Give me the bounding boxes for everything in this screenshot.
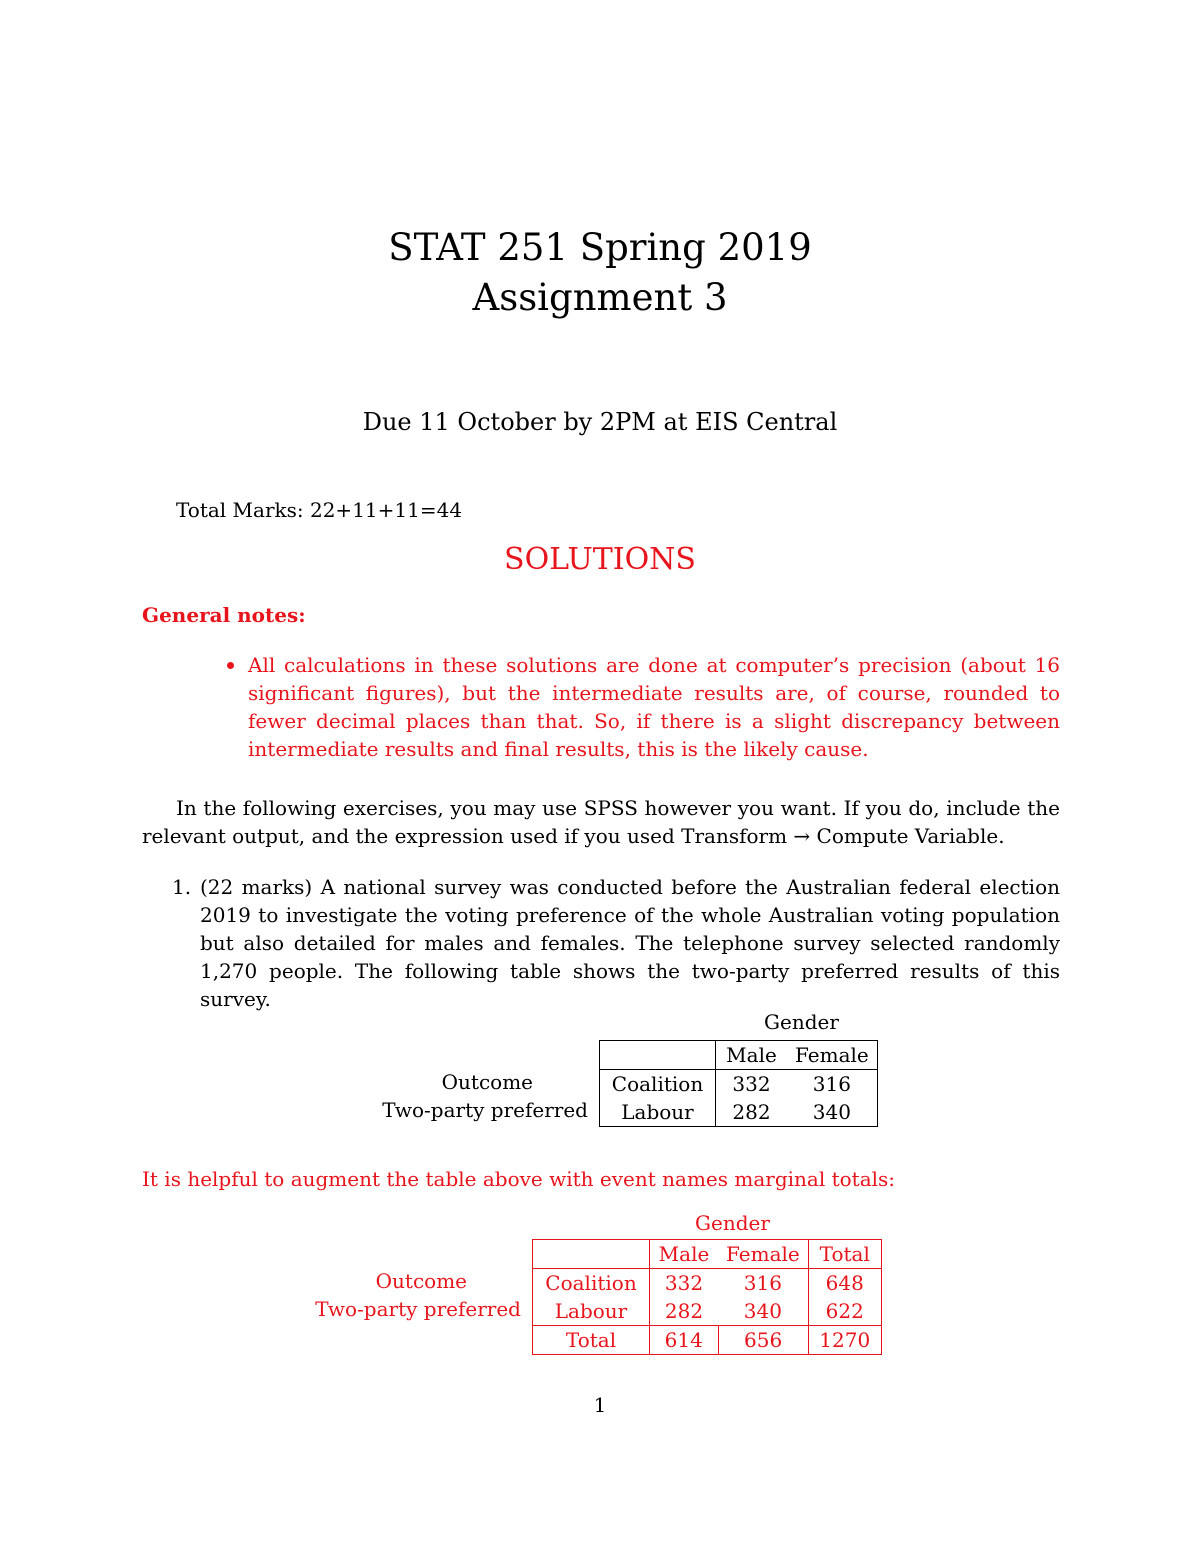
table2-row-label-outcome: Outcome xyxy=(375,1269,467,1293)
table2-cell: 648 xyxy=(808,1269,881,1298)
table2-row-label-two-party: Two-party preferred xyxy=(315,1297,521,1321)
table2-cell: 340 xyxy=(718,1297,808,1326)
augment-text: It is helpful to augment the table above with event names marginal totals: xyxy=(142,1167,896,1191)
due-date: Due 11 October by 2PM at EIS Central xyxy=(362,408,838,436)
table1-corner-cell xyxy=(600,1041,716,1070)
table2-column-group: Gender xyxy=(695,1211,770,1235)
question-number: 1. xyxy=(172,875,192,899)
table2-cell: 1270 xyxy=(808,1326,881,1355)
bullet-icon xyxy=(227,662,234,669)
table2-header-total: Total xyxy=(808,1240,881,1269)
table2-row-label: Coalition xyxy=(533,1269,650,1298)
table2-cell: 332 xyxy=(650,1269,719,1298)
table1-row-label-outcome: Outcome xyxy=(441,1070,533,1094)
intro-paragraph: In the following exercises, you may use SPSS however you want. If you do, include the relevant output, and the expression used if you used Transform → Compute Variable. xyxy=(142,796,1060,848)
table1 xyxy=(599,1040,878,1127)
question-text: (22 marks) A national survey was conducted before the Australian federal election 2019 to investigate the voting preference of the whole Australian voting population but also detailed for males and females. The telephone survey selected randomly 1,270 people. The following table shows the two-party preferred results of this survey. xyxy=(200,875,1060,1011)
table1-header-female: Female xyxy=(787,1041,877,1070)
table1-row-label: Coalition xyxy=(600,1070,716,1099)
page-number: 1 xyxy=(593,1393,607,1417)
general-note-item: All calculations in these solutions are done at computer’s precision (about 16 significant figures), but the intermediate results are, of course, rounded to fewer decimal places than that. So, if there is a slight discrepancy between intermediate results and final results, this is the likely cause. xyxy=(248,653,1060,761)
table2-corner-cell xyxy=(533,1240,650,1269)
table2-row-label: Labour xyxy=(533,1297,650,1326)
document-title: STAT 251 Spring 2019 xyxy=(388,226,812,269)
solutions-heading: SOLUTIONS xyxy=(504,542,696,577)
table2-cell: 282 xyxy=(650,1297,719,1326)
table2-cell: 622 xyxy=(808,1297,881,1326)
table1-header-male: Male xyxy=(716,1041,788,1070)
table1-cell: 282 xyxy=(716,1098,788,1127)
table1-cell: 332 xyxy=(716,1070,788,1099)
table2 xyxy=(532,1239,882,1355)
table1-row-label-two-party: Two-party preferred xyxy=(382,1098,588,1122)
table1-cell: 316 xyxy=(787,1070,877,1099)
table1-cell: 340 xyxy=(787,1098,877,1127)
table2-cell: 656 xyxy=(718,1326,808,1355)
table2-row-label: Total xyxy=(533,1326,650,1355)
table1-row-label: Labour xyxy=(600,1098,716,1127)
table2-header-male: Male xyxy=(650,1240,719,1269)
general-notes-heading: General notes: xyxy=(142,603,306,627)
table2-cell: 614 xyxy=(650,1326,719,1355)
total-marks: Total Marks: 22+11+11=44 xyxy=(176,498,463,522)
table2-header-female: Female xyxy=(718,1240,808,1269)
table1-column-group: Gender xyxy=(764,1010,839,1034)
document-subtitle: Assignment 3 xyxy=(472,276,728,319)
table2-cell: 316 xyxy=(718,1269,808,1298)
